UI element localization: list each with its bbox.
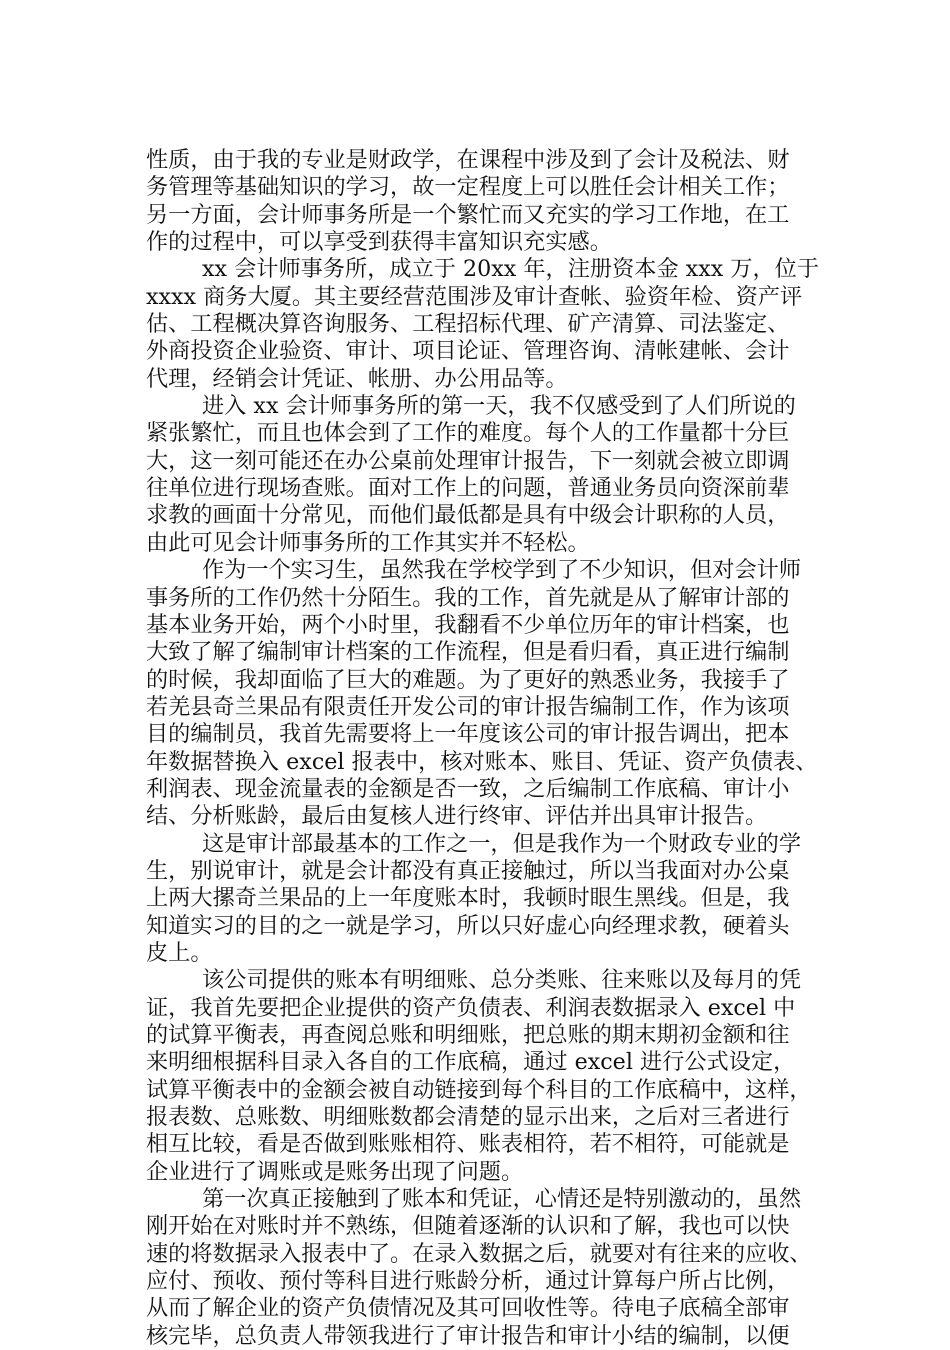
text-line: 进入 xx 会计师事务所的第一天，我不仅感受到了人们所说的: [202, 393, 796, 420]
text-line: 生，别说审计，就是会计都没有真正接触过，所以当我面对办公桌: [146, 857, 790, 884]
text-line: 性质，由于我的专业是财政学，在课程中涉及到了会计及税法、财: [146, 147, 790, 173]
text-line: 事务所的工作仍然十分陌生。我的工作，首先就是从了解审计部的: [146, 584, 790, 611]
text-line: 由此可见会计师事务所的工作其实并不轻松。: [146, 529, 590, 556]
text-line: 求教的画面十分常见，而他们最低都是具有中级会计职称的人员，: [146, 502, 790, 529]
text-line: 来明细根据科目录入各自的工作底稿，通过 excel 进行公式设定，: [146, 1049, 796, 1076]
text-line: 这是审计部最基本的工作之一，但是我作为一个财政专业的学: [202, 830, 802, 857]
text-line: 外商投资企业验资、审计、项目论证、管理咨询、清帐建帐、会计: [146, 338, 790, 365]
text-line: 的时候，我却面临了巨大的难题。为了更好的熟悉业务，我接手了: [146, 666, 790, 693]
text-line: 基本业务开始，两个小时里，我翻看不少单位历年的审计档案，也: [146, 611, 790, 638]
text-line: 核完毕，总负责人带领我进行了审计报告和审计小结的编制，以便: [146, 1322, 790, 1349]
text-line: 企业进行了调账或是账务出现了问题。: [146, 1158, 524, 1185]
paragraph: [146, 557, 818, 830]
document-page: [146, 147, 820, 1350]
text-line: 务管理等基础知识的学习，故一定程度上可以胜任会计相关工作；: [146, 174, 790, 201]
text-line: 结、分析账龄，最后由复核人进行终审、评估并出具审计报告。: [146, 803, 768, 830]
text-line: xx 会计师事务所，成立于 20xx 年，注册资本金 xxx 万，位于: [202, 256, 820, 283]
text-line: 从而了解企业的资产负债情况及其可回收性等。待电子底稿全部审: [146, 1295, 790, 1322]
text-line: 大，这一刻可能还在办公桌前处理审计报告，下一刻就会被立即调: [146, 447, 790, 474]
paragraph: [146, 393, 806, 557]
text-line: 证，我首先要把企业提供的资产负债表、利润表数据录入 excel 中: [146, 994, 796, 1021]
text-line: 报表数、总账数、明细账数都会清楚的显示出来，之后对三者进行: [146, 1104, 790, 1131]
text-line: 代理，经销会计凭证、帐册、办公用品等。: [146, 365, 568, 392]
text-line: 第一次真正接触到了账本和凭证，心情还是特别激动的，虽然: [202, 1186, 802, 1213]
text-line: xxxx 商务大厦。其主要经营范围涉及审计查帐、验资年检、资产评: [146, 283, 803, 310]
text-line: 年数据替换入 excel 报表中，核对账本、账目、凭证、资产负债表、: [146, 748, 818, 775]
text-line: 刚开始在对账时并不熟练，但随着逐渐的认识和了解，我也可以快: [146, 1213, 790, 1240]
text-line: 皮上。: [146, 939, 213, 966]
text-line: 往单位进行现场查账。面对工作上的问题，普通业务员向资深前辈: [146, 475, 790, 502]
text-line: 速的将数据录入报表中了。在录入数据之后，就要对有往来的应收、: [146, 1240, 812, 1267]
paragraph: [146, 967, 812, 1186]
text-line: 应付、预收、预付等科目进行账龄分析，通过计算每户所占比例，: [146, 1268, 790, 1295]
text-line: 作为一个实习生，虽然我在学校学到了不少知识，但对会计师: [202, 557, 802, 584]
paragraph: [146, 831, 806, 968]
paragraph: [146, 256, 820, 393]
text-line: 目的编制员，我首先需要将上一年度该公司的审计报告调出，把本: [146, 721, 790, 748]
text-line: 作的过程中，可以享受到获得丰富知识充实感。: [146, 229, 612, 256]
text-line: 紧张繁忙，而且也体会到了工作的难度。每个人的工作量都十分巨: [146, 420, 790, 447]
text-line: 若羌县奇兰果品有限责任开发公司的审计报告编制工作，作为该项: [146, 693, 790, 720]
paragraph: [146, 147, 806, 256]
text-line: 的试算平衡表，再查阅总账和明细账，把总账的期末期初金额和往: [146, 1022, 790, 1048]
text-line: 上两大摞奇兰果品的上一年度账本时，我顿时眼生黑线。但是，我: [146, 885, 790, 912]
paragraph: [146, 1186, 812, 1350]
text-line: 该公司提供的账本有明细账、总分类账、往来账以及每月的凭: [202, 967, 802, 994]
text-line: 估、工程概决算咨询服务、工程招标代理、矿产清算、司法鉴定、: [146, 311, 790, 338]
text-line: 大致了解了编制审计档案的工作流程，但是看归看，真正进行编制: [146, 639, 790, 666]
text-line: 知道实习的目的之一就是学习，所以只好虚心向经理求教，硬着头: [146, 912, 790, 939]
text-line: 相互比较，看是否做到账账相符、账表相符，若不相符，可能就是: [146, 1131, 790, 1158]
text-line: 试算平衡表中的金额会被自动链接到每个科目的工作底稿中，这样，: [146, 1076, 812, 1103]
text-line: 另一方面，会计师事务所是一个繁忙而又充实的学习工作地，在工: [146, 201, 790, 228]
text-line: 利润表、现金流量表的金额是否一致，之后编制工作底稿、审计小: [146, 775, 790, 802]
